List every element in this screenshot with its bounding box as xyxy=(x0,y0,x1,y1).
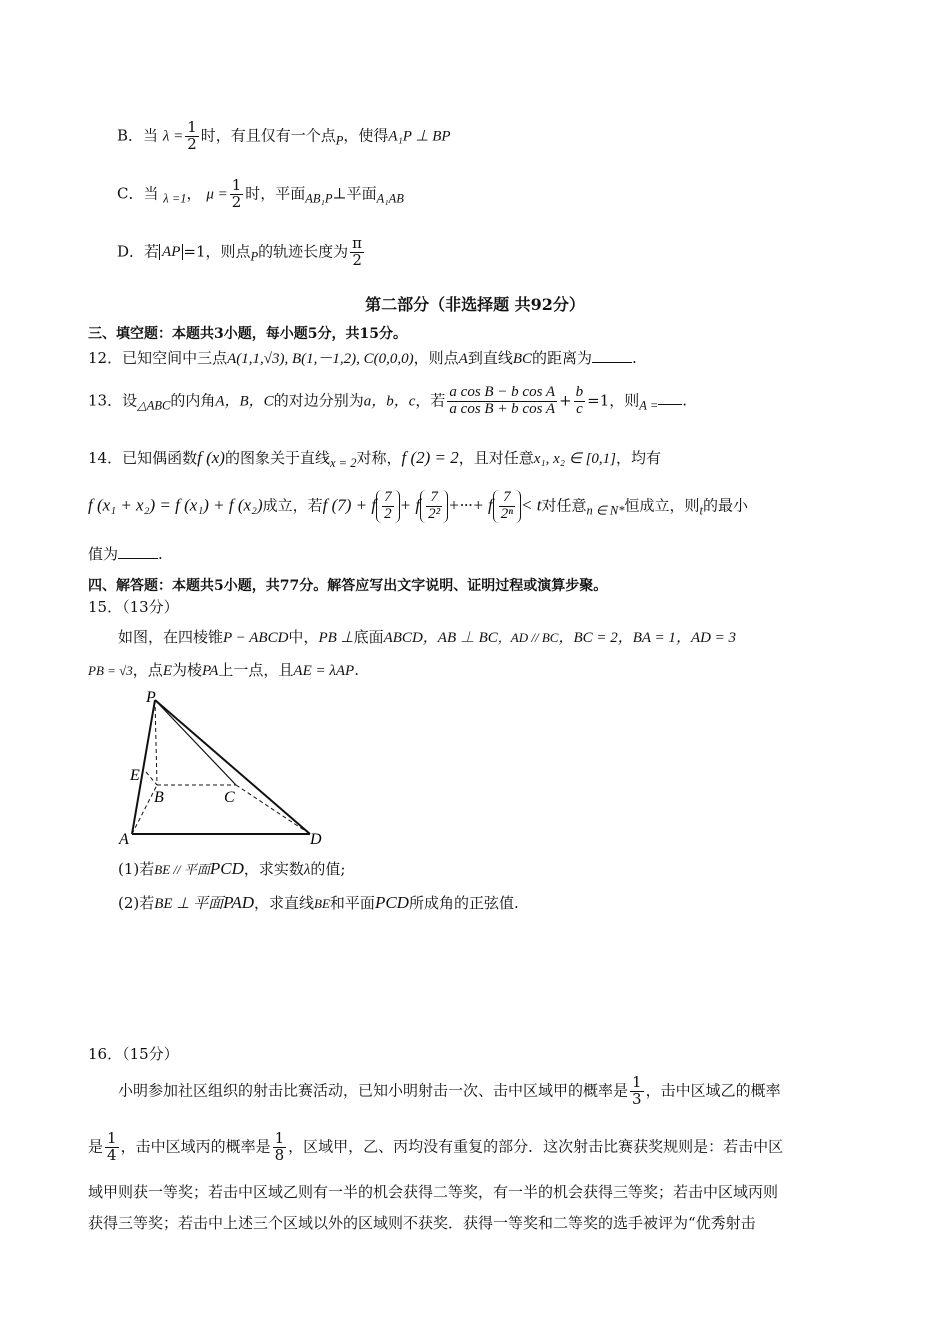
edge-PD xyxy=(155,700,310,834)
question-15-line2: PB = √3，点E为棱PA上一点，且AE = λAP. xyxy=(88,661,359,679)
question-15-part1: (1)若BE // 平面PCD，求实数λ的值; xyxy=(118,859,346,878)
answer-blank xyxy=(658,392,682,405)
question-15-header: 15．（13分） xyxy=(88,598,179,616)
question-16-line4: 获得三等奖；若击中上述三个区域以外的区域则不获奖．获得一等奖和二等奖的选手被评为“优秀射击 xyxy=(88,1214,756,1232)
edge-CD xyxy=(236,785,310,834)
question-14: 14．已知偶函数f (x)的图象关于直线$_{x = 2}$对称，f (2) = 2，且对任意x₁, x₂ ∈ [0,1]，均有 xyxy=(88,448,662,470)
question-15-part2: (2)若BE ⊥ 平面PAD，求直线BE和平面PCD所成角的正弦值. xyxy=(118,893,519,912)
part2-title: 第二部分（非选择题 共92分） xyxy=(365,295,585,314)
label-E: E xyxy=(130,767,140,784)
question-16-line2: 是 $\frac{1}{4}$ ，击中区域丙的概率是 $\frac{1}{8}$ ，区域甲，乙、丙均没有重复的部分．这次射击比赛获奖规则是：若击中区 xyxy=(88,1129,784,1164)
question-16-line1: 小明参加社区组织的射击比赛活动，已知小明射击一次、击中区域甲的概率是 $\frac{1}{3}$ ，击中区域乙的概率 xyxy=(118,1073,781,1108)
question-14-line3: 值为 . xyxy=(88,545,163,563)
segment-EB xyxy=(146,772,157,785)
edge-PC xyxy=(155,700,236,785)
question-15-line1: 如图，在四棱锥P − ABCD中，PB ⊥底面ABCD，AB ⊥ BC，AD // BC，BC = 2，BA = 1，AD = 3 xyxy=(118,628,737,646)
label-D: D xyxy=(310,831,322,848)
label-C: C xyxy=(224,789,235,806)
question-13: 13．设$_{\triangle ABC}$的内角A，B，C的对边分别为a，b，c，若 $\frac{\text{a cos B − b cos A}}{\text{a cos B + b cos A}}$ + $\frac{b}{c}$ =1，则$_{A =}$ . xyxy=(88,384,688,417)
pyramid-figure xyxy=(110,684,350,850)
edge-PB xyxy=(155,700,157,785)
option-b: B．当 λ = $\frac{1}{2}$ 时，有且仅有一个点$_P$，使得A₁P ⊥ BP xyxy=(117,118,451,153)
section3-heading: 三、填空题：本题共3小题，每小题5分，共15分。 xyxy=(88,326,407,342)
question-16-line3: 域甲则获一等奖；若击中区域乙则有一半的机会获得二等奖，有一半的机会获得三等奖；若击中区域丙则 xyxy=(88,1183,779,1201)
question-14-line2: f (x₁ + x₂) = f (x₁) + f (x₂)成立，若f (7) + f $\frac{7}{2}$ + f $\frac{7}{\text{2²}}$ +···+ f $\frac{7}{\text{2ⁿ}}$ < t对任意$_{n \in N*}$恒成立，则$_t$的最小 xyxy=(88,489,748,522)
option-d: D．若 AP =1，则点$_P$的轨迹长度为 $\frac{\pi}{2}$ xyxy=(117,234,363,269)
answer-blank xyxy=(592,350,632,363)
section4-heading: 四、解答题：本题共5小题，共77分。解答应写出文字说明、证明过程或演算步聚。 xyxy=(88,578,608,594)
question-12: 12．已知空间中三点A(1,1,√3), B(1,－1,2), C(0,0,0)，则点A到直线BC的距离为 . xyxy=(88,349,637,367)
question-16-header: 16．（15分） xyxy=(88,1045,179,1063)
label-A: A xyxy=(119,831,129,848)
label-B: B xyxy=(154,789,164,806)
option-c: C．当 $_{\lambda =1}$， μ = $\frac{1}{2}$ 时，平面$_{AB_1P}$⊥平面$_{A_1AB}$ xyxy=(117,176,404,211)
answer-blank xyxy=(118,546,158,559)
label-P: P xyxy=(146,689,156,706)
